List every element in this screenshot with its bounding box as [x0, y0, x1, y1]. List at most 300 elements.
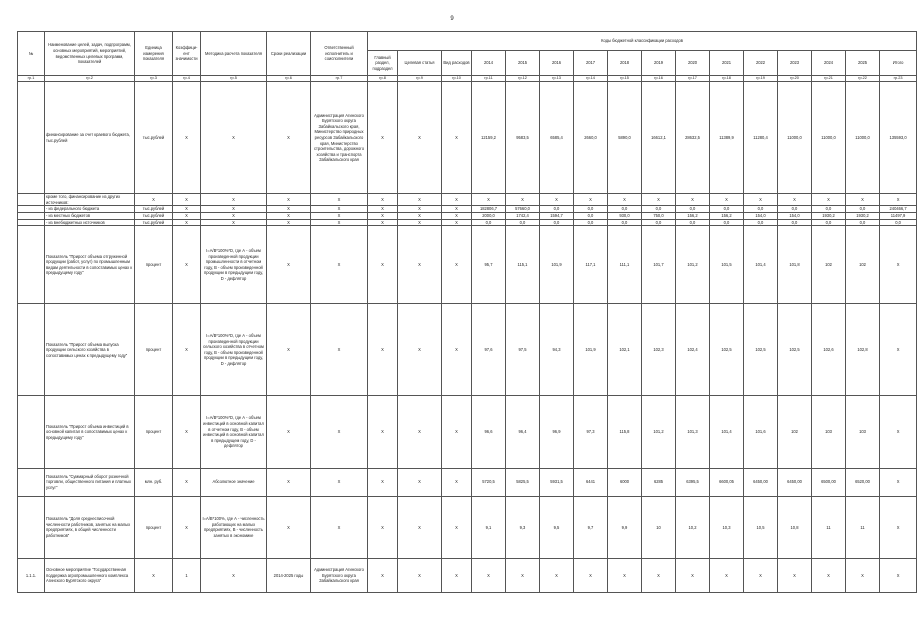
- column-number: гр.7: [311, 76, 368, 82]
- table-cell: 2014-2025 годы: [267, 558, 311, 592]
- table-cell: 102: [812, 226, 846, 304]
- indicators-table: [17, 31, 917, 593]
- header-year: 2023: [778, 51, 812, 76]
- header-no: №: [18, 32, 45, 76]
- page-number: 9: [450, 16, 454, 22]
- table-cell: Х: [442, 226, 472, 304]
- table-cell: 0,0: [812, 206, 846, 213]
- table-cell: Х: [311, 226, 368, 304]
- table-cell: процент: [135, 396, 173, 468]
- table-cell: I=A/B*100%*D, где А - объем произведенной продукции промышленности в отчетном году, В - объем произведенной продукции в предыдущем году, D - дефлятор: [201, 226, 267, 304]
- table-cell: 117,1: [574, 226, 608, 304]
- table-cell: Х: [398, 468, 442, 496]
- table-cell: Х: [311, 194, 368, 206]
- table-cell: 0,0: [846, 219, 880, 226]
- table-cell: Х: [368, 194, 398, 206]
- table-cell: Х: [846, 558, 880, 592]
- table-cell: Х: [267, 206, 311, 213]
- table-cell: Х: [173, 396, 201, 468]
- table-cell: [18, 82, 45, 194]
- table-cell: 101,4: [744, 226, 778, 304]
- table-cell: Х: [880, 396, 917, 468]
- table-cell: 156,2: [676, 212, 710, 219]
- table-cell: 11280,4: [744, 82, 778, 194]
- table-cell: 94,3: [540, 304, 574, 396]
- row-name-cell: Основное мероприятие "Государственная поддержка агропромышленного комплекса Агинского Бурятского округа": [45, 558, 135, 592]
- table-cell: 102,8: [846, 304, 880, 396]
- table-cell: 0,0: [574, 206, 608, 213]
- table-cell: Х: [398, 304, 442, 396]
- table-cell: Х: [398, 396, 442, 468]
- table-cell: [18, 396, 45, 468]
- column-number: гр.8: [368, 76, 398, 82]
- table-cell: [18, 194, 45, 206]
- table-cell: 101,9: [574, 304, 608, 396]
- table-cell: 9,5: [540, 496, 574, 558]
- column-number: гр.19: [744, 76, 778, 82]
- table-cell: 96,9: [540, 396, 574, 468]
- table-cell: Х: [173, 468, 201, 496]
- table-cell: [18, 496, 45, 558]
- table-cell: Х: [201, 82, 267, 194]
- header-code-type: Вид расходов: [442, 51, 472, 76]
- header-year: 2025: [846, 51, 880, 76]
- table-cell: Х: [744, 558, 778, 592]
- table-cell: 0,0: [472, 219, 506, 226]
- table-row: [18, 396, 917, 468]
- table-cell: 6285: [642, 468, 676, 496]
- table-cell: Х: [642, 194, 676, 206]
- column-number: гр.3: [135, 76, 173, 82]
- column-number: гр.18: [710, 76, 744, 82]
- row-name-cell: Показатель "Доля среднесписочной численности работников, занятых на малых предприятиях, в общей численности работников": [45, 496, 135, 558]
- table-cell: 11000,0: [846, 82, 880, 194]
- table-cell: Х: [201, 219, 267, 226]
- header-code-main: Главный раздел, подраздел: [368, 51, 398, 76]
- table-cell: Х: [880, 226, 917, 304]
- table-cell: 0,0: [608, 219, 642, 226]
- table-cell: Х: [135, 558, 173, 592]
- table-cell: 102,5: [710, 304, 744, 396]
- table-cell: 102,5: [778, 304, 812, 396]
- table-cell: 96,6: [472, 396, 506, 468]
- table-cell: Х: [608, 194, 642, 206]
- table-cell: Х: [608, 558, 642, 592]
- header-unit: Единица измерения показателя: [135, 32, 173, 76]
- table-cell: млн. руб.: [135, 468, 173, 496]
- row-name-cell: - из местных бюджетов: [45, 212, 135, 219]
- table-cell: 57660,0: [506, 206, 540, 213]
- table-cell: 6520,00: [846, 468, 880, 496]
- table-cell: [18, 226, 45, 304]
- table-cell: Х: [812, 194, 846, 206]
- table-cell: Х: [442, 304, 472, 396]
- table-cell: 135593,0: [880, 82, 917, 194]
- table-cell: 10,5: [744, 496, 778, 558]
- table-cell: Х: [398, 206, 442, 213]
- table-cell: 102,1: [608, 304, 642, 396]
- table-cell: Х: [201, 558, 267, 592]
- header-year: 2014: [472, 51, 506, 76]
- table-cell: Х: [311, 219, 368, 226]
- table-cell: 6000: [608, 468, 642, 496]
- table-cell: 10,2: [676, 496, 710, 558]
- row-name-cell: кроме того, финансирование из других источников:: [45, 194, 135, 206]
- table-cell: 2660,0: [574, 82, 608, 194]
- table-cell: тыс.рублей: [135, 219, 173, 226]
- row-name-cell: - из федерального бюджета: [45, 206, 135, 213]
- table-cell: 0,0: [608, 206, 642, 213]
- header-coef: Коэффици-ент значимости: [173, 32, 201, 76]
- column-number: гр.14: [574, 76, 608, 82]
- table-cell: 2000,0: [472, 212, 506, 219]
- table-cell: Х: [442, 496, 472, 558]
- header-year: 2018: [608, 51, 642, 76]
- table-cell: Х: [540, 194, 574, 206]
- table-cell: 6600,05: [710, 468, 744, 496]
- column-number: гр.16: [642, 76, 676, 82]
- table-cell: 101,8: [778, 226, 812, 304]
- table-row: [18, 82, 917, 194]
- table-cell: 102: [846, 226, 880, 304]
- table-cell: 102,5: [744, 304, 778, 396]
- table-cell: Х: [173, 219, 201, 226]
- table-cell: Х: [540, 558, 574, 592]
- column-number: гр.11: [472, 76, 506, 82]
- table-cell: 11000,0: [778, 82, 812, 194]
- table-cell: 0,0: [710, 206, 744, 213]
- table-cell: 11: [846, 496, 880, 558]
- table-cell: Х: [368, 226, 398, 304]
- table-cell: 115,8: [608, 396, 642, 468]
- table-cell: Х: [173, 304, 201, 396]
- column-number: гр.5: [201, 76, 267, 82]
- table-cell: Х: [267, 82, 311, 194]
- table-cell: Х: [368, 558, 398, 592]
- table-cell: 97,3: [574, 396, 608, 468]
- table-cell: Х: [442, 194, 472, 206]
- column-number: гр.4: [173, 76, 201, 82]
- table-cell: 1.1.1.: [18, 558, 45, 592]
- table-cell: Х: [506, 194, 540, 206]
- table-cell: 103: [846, 396, 880, 468]
- table-cell: Х: [472, 558, 506, 592]
- table-cell: 101,7: [642, 226, 676, 304]
- table-cell: Х: [267, 304, 311, 396]
- table-cell: Х: [778, 558, 812, 592]
- table-cell: Х: [201, 194, 267, 206]
- table-cell: Х: [201, 212, 267, 219]
- column-number: гр.1: [18, 76, 45, 82]
- table-cell: Х: [710, 194, 744, 206]
- table-cell: Х: [267, 194, 311, 206]
- table-cell: Х: [398, 194, 442, 206]
- table-cell: 1742,4: [506, 212, 540, 219]
- table-cell: 11497,9: [880, 212, 917, 219]
- table-cell: Х: [398, 82, 442, 194]
- table-cell: 154,0: [744, 212, 778, 219]
- table-cell: Х: [311, 212, 368, 219]
- table-cell: 6395,5: [676, 468, 710, 496]
- table-cell: 5720,5: [472, 468, 506, 496]
- table-cell: Х: [398, 226, 442, 304]
- table-cell: 240466,7: [880, 206, 917, 213]
- table-cell: 0,0: [880, 219, 917, 226]
- table-row: [18, 468, 917, 496]
- table-cell: 102: [778, 396, 812, 468]
- table-cell: Х: [880, 304, 917, 396]
- table-cell: 11389,9: [710, 82, 744, 194]
- table-cell: 6500,00: [812, 468, 846, 496]
- header-year: 2022: [744, 51, 778, 76]
- header-year: 2015: [506, 51, 540, 76]
- table-cell: 0,0: [812, 219, 846, 226]
- table-cell: Х: [201, 206, 267, 213]
- table-cell: Х: [574, 194, 608, 206]
- table-row: [18, 496, 917, 558]
- header-year: 2019: [642, 51, 676, 76]
- table-cell: Х: [880, 194, 917, 206]
- table-cell: [18, 468, 45, 496]
- table-cell: 97,6: [472, 304, 506, 396]
- header-total: Итого: [880, 51, 917, 76]
- table-cell: 0,0: [642, 219, 676, 226]
- table-cell: Х: [744, 194, 778, 206]
- header-year: 2024: [812, 51, 846, 76]
- table-cell: Х: [368, 396, 398, 468]
- table-cell: 9,3: [506, 496, 540, 558]
- table-cell: 6441: [574, 468, 608, 496]
- table-cell: 9583,5: [506, 82, 540, 194]
- column-number: гр.10: [442, 76, 472, 82]
- table-cell: 0,0: [744, 206, 778, 213]
- table-cell: 28632,5: [676, 82, 710, 194]
- table-cell: 6450,00: [778, 468, 812, 496]
- table-cell: 101,4: [710, 396, 744, 468]
- table-cell: 0,0: [744, 219, 778, 226]
- table-cell: Х: [368, 468, 398, 496]
- table-cell: процент: [135, 496, 173, 558]
- table-cell: 102,6: [812, 304, 846, 396]
- table-cell: 0,0: [676, 219, 710, 226]
- table-cell: Х: [880, 558, 917, 592]
- table-cell: Х: [676, 558, 710, 592]
- table-cell: Х: [173, 212, 201, 219]
- row-name-cell: Показатель "Прирост объема выпуска продукции сельского хозяйства в сопоставимых ценах к предыдущему году": [45, 304, 135, 396]
- table-cell: Х: [442, 82, 472, 194]
- header-method: Методика расчета показателя: [201, 32, 267, 76]
- table-cell: 6450,00: [744, 468, 778, 496]
- table-cell: 9,7: [574, 496, 608, 558]
- table-cell: 101,5: [710, 226, 744, 304]
- header-codes: Коды бюджетной классификации расходов: [368, 32, 917, 51]
- table-cell: Х: [267, 496, 311, 558]
- table-cell: 1930,2: [846, 212, 880, 219]
- table-cell: тыс.рублей: [135, 206, 173, 213]
- table-cell: Абсолютное значение: [201, 468, 267, 496]
- table-cell: Х: [442, 206, 472, 213]
- table-cell: Х: [846, 194, 880, 206]
- column-number: гр.22: [846, 76, 880, 82]
- table-cell: 101,2: [676, 226, 710, 304]
- table-cell: Х: [676, 194, 710, 206]
- table-cell: Х: [442, 396, 472, 468]
- column-number: гр.2: [45, 76, 135, 82]
- table-cell: Администрация Агинского Бурятского округа Забайкальского края, Министерство природных ресурсов Забайкальского края, Министерство строительства, дорожного хозяйства и транспорта Забайкальского края: [311, 82, 368, 194]
- table-cell: 182806,7: [472, 206, 506, 213]
- table-cell: 5890,0: [608, 82, 642, 194]
- table-cell: 102,3: [642, 304, 676, 396]
- table-cell: Х: [368, 212, 398, 219]
- table-cell: I=A/B*100%*D, где А - объем инвестиций в основной капитал в отчетном году, В - объем инвестиций в основной капитал в предыдущем году, D - дефлятор: [201, 396, 267, 468]
- table-row: [18, 558, 917, 592]
- table-cell: Х: [311, 206, 368, 213]
- table-cell: 0,0: [540, 206, 574, 213]
- table-cell: Х: [442, 468, 472, 496]
- table-cell: 97,5: [506, 304, 540, 396]
- column-number: гр.20: [778, 76, 812, 82]
- table-cell: 115,1: [506, 226, 540, 304]
- table-cell: 111,1: [608, 226, 642, 304]
- table-cell: 101,9: [540, 226, 574, 304]
- table-cell: Х: [311, 468, 368, 496]
- table-cell: 16612,1: [642, 82, 676, 194]
- table-cell: процент: [135, 226, 173, 304]
- table-cell: Х: [880, 468, 917, 496]
- header-year: 2017: [574, 51, 608, 76]
- header-name: Наименование целей, задач, подпрограмм, основных мероприятий, мероприятий, ведомственных целевых программ, показателей: [45, 32, 135, 76]
- table-cell: Х: [574, 558, 608, 592]
- table-cell: 9,1: [472, 496, 506, 558]
- table-cell: 12159,2: [472, 82, 506, 194]
- table-cell: 9,9: [608, 496, 642, 558]
- table-cell: Х: [398, 558, 442, 592]
- header-year: 2020: [676, 51, 710, 76]
- table-cell: Х: [267, 468, 311, 496]
- table-cell: 103: [812, 396, 846, 468]
- table-cell: Х: [710, 558, 744, 592]
- table-cell: Х: [442, 558, 472, 592]
- row-name-cell: Показатель "Прирост объема отгруженной продукции (работ, услуг) по промышленным видам деятельности в сопоставимых ценах к предыдущему году": [45, 226, 135, 304]
- table-cell: Х: [135, 194, 173, 206]
- row-name-cell: Показатель "Суммарный оборот розничной торговли, общественного питания и платных услуг": [45, 468, 135, 496]
- table-cell: Х: [173, 226, 201, 304]
- row-name-cell: Показатель "Прирост объема инвестиций в основной капитал в сопоставимых ценах к предыдущему году": [45, 396, 135, 468]
- table-cell: 750,0: [642, 212, 676, 219]
- table-cell: 5825,5: [506, 468, 540, 496]
- table-cell: Х: [311, 496, 368, 558]
- table-cell: 11: [812, 496, 846, 558]
- table-cell: 0,0: [574, 212, 608, 219]
- header-year: 2021: [710, 51, 744, 76]
- row-name-cell: финансирование за счет краевого бюджета, тыс.рублей: [45, 82, 135, 194]
- table-cell: 95,7: [472, 226, 506, 304]
- table-cell: 1930,2: [812, 212, 846, 219]
- table-cell: 0,0: [676, 206, 710, 213]
- table-cell: Х: [642, 558, 676, 592]
- table-cell: I=A/B*100%, где А - численность работающих на малых предприятиях, В - численность занятых в экономике: [201, 496, 267, 558]
- table-cell: Х: [311, 396, 368, 468]
- header-code-target: Целевая статья: [398, 51, 442, 76]
- table-cell: 6585,4: [540, 82, 574, 194]
- table-cell: 0,0: [778, 206, 812, 213]
- table-cell: [18, 304, 45, 396]
- table-cell: Х: [442, 212, 472, 219]
- table-cell: тыс.рублей: [135, 212, 173, 219]
- table-cell: I=A/B*100%*D, где А - объем произведенной продукции сельского хозяйства в отчетном году, В - объем произведенной продукции в предыдущем году, D - дефлятор: [201, 304, 267, 396]
- table-cell: Х: [472, 194, 506, 206]
- table-cell: Х: [311, 304, 368, 396]
- table-cell: 101,6: [744, 396, 778, 468]
- table-cell: Х: [173, 82, 201, 194]
- table-cell: Х: [398, 219, 442, 226]
- table-cell: Х: [880, 496, 917, 558]
- table-cell: 101,2: [642, 396, 676, 468]
- table-cell: Х: [267, 219, 311, 226]
- table-cell: Х: [442, 219, 472, 226]
- table-cell: 0,0: [574, 219, 608, 226]
- column-number: гр.23: [880, 76, 917, 82]
- table-row: [18, 226, 917, 304]
- table-cell: 1594,7: [540, 212, 574, 219]
- table-cell: Х: [267, 212, 311, 219]
- table-cell: 10: [642, 496, 676, 558]
- table-cell: 0,0: [778, 219, 812, 226]
- table-cell: Х: [778, 194, 812, 206]
- table-cell: 0,0: [506, 219, 540, 226]
- table-cell: 5931,5: [540, 468, 574, 496]
- table-row: [18, 194, 917, 206]
- header-responsible: Ответственный исполнитель и соисполнители: [311, 32, 368, 76]
- table-cell: Х: [368, 304, 398, 396]
- column-number: гр.9: [398, 76, 442, 82]
- table-cell: 0,0: [642, 206, 676, 213]
- header-year: 2016: [540, 51, 574, 76]
- column-number: гр.13: [540, 76, 574, 82]
- table-row: [18, 304, 917, 396]
- column-number: гр.6: [267, 76, 311, 82]
- column-number: гр.21: [812, 76, 846, 82]
- table-cell: Х: [368, 82, 398, 194]
- table-cell: Х: [267, 396, 311, 468]
- table-cell: 0,0: [710, 219, 744, 226]
- table-cell: Х: [812, 558, 846, 592]
- table-cell: 102,4: [676, 304, 710, 396]
- table-cell: Администрация Агинского Бурятского округа Забайкальского края: [311, 558, 368, 592]
- table-cell: 156,2: [710, 212, 744, 219]
- row-name-cell: - из внебюджетных источников: [45, 219, 135, 226]
- table-cell: 10,3: [710, 496, 744, 558]
- table-cell: тыс.рублей: [135, 82, 173, 194]
- table-cell: 11000,0: [812, 82, 846, 194]
- table-cell: Х: [267, 226, 311, 304]
- table-cell: 96,4: [506, 396, 540, 468]
- table-cell: процент: [135, 304, 173, 396]
- table-cell: Х: [506, 558, 540, 592]
- table-cell: 101,3: [676, 396, 710, 468]
- column-number: гр.12: [506, 76, 540, 82]
- table-cell: 930,0: [608, 212, 642, 219]
- column-number: гр.17: [676, 76, 710, 82]
- table-cell: 10,8: [778, 496, 812, 558]
- table-cell: Х: [368, 496, 398, 558]
- table-cell: Х: [173, 496, 201, 558]
- table-cell: Х: [398, 212, 442, 219]
- table-cell: Х: [398, 496, 442, 558]
- table-cell: 1: [173, 558, 201, 592]
- table-cell: Х: [173, 206, 201, 213]
- table-cell: 0,0: [540, 219, 574, 226]
